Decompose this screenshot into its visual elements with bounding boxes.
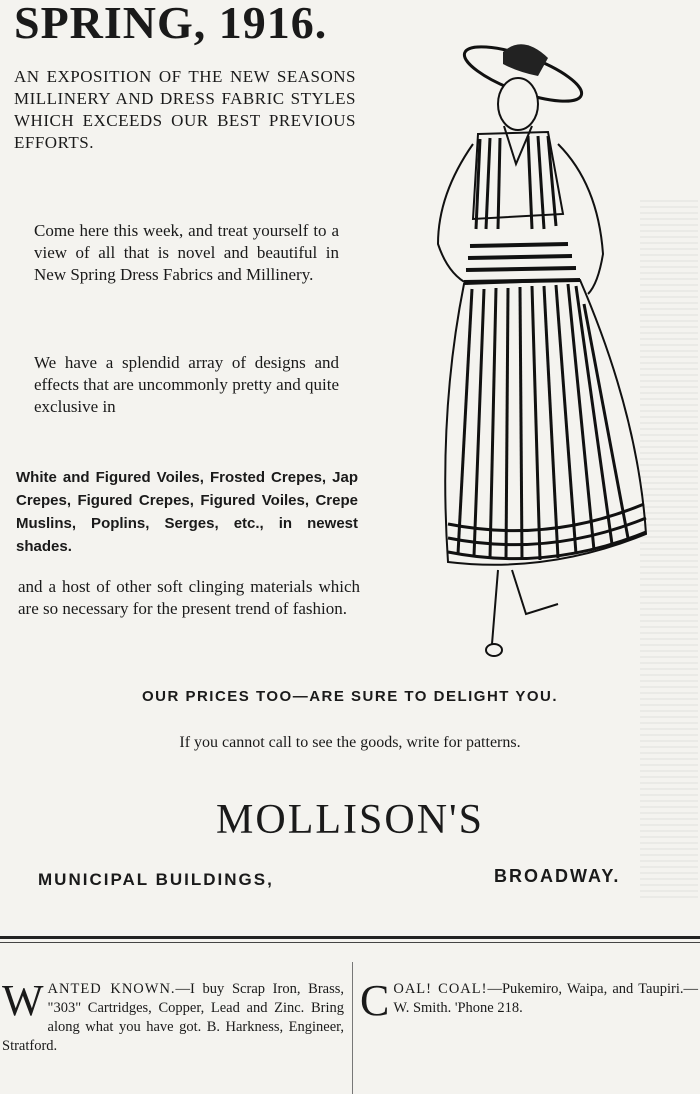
print-texture <box>640 200 698 900</box>
coal-dropcap: C <box>360 976 390 1025</box>
divider-rule <box>0 936 700 939</box>
prices-slogan: OUR PRICES TOO—ARE SURE TO DELIGHT YOU. <box>141 688 559 705</box>
host-materials-paragraph: and a host of other soft clinging materials which are so necessary for the present trend of fashion. <box>18 577 360 618</box>
column-divider <box>352 962 353 1094</box>
face <box>498 78 538 130</box>
come-here-paragraph: Come here this week, and treat yourself to a view of all that is novel and beautiful in New Spring Dress Fabrics and Millinery. <box>34 221 339 284</box>
intro-text: AN EXPOSITION OF THE NEW SEASONS MILLINERY AND DRESS FABRIC STYLES WHICH EXCEEDS OUR BEST PREVIOUS EFFORTS. <box>14 67 356 152</box>
page-title: SPRING, 1916. <box>14 0 328 48</box>
wanted-head: ANTED KNOWN. <box>47 981 176 997</box>
fabrics-list: White and Figured Voiles, Frosted Crepes, Jap Crepes, Figured Crepes, Figured Voiles, Crepe Muslins, Poplins, Serges, etc., in newest shades. <box>16 469 358 555</box>
wanted-dropcap: W <box>2 976 44 1025</box>
splendid-array-paragraph: We have a splendid array of designs and effects that are uncommonly pretty and quite exclusive in <box>34 353 339 416</box>
coal-ad <box>360 976 698 1025</box>
address-right: BROADWAY. <box>494 866 621 886</box>
hat-crown <box>503 44 548 76</box>
patterns-note: If you cannot call to see the goods, write for patterns. <box>179 734 521 751</box>
legs <box>492 570 558 644</box>
address-left: MUNICIPAL BUILDINGS, <box>38 870 274 889</box>
bodice-stripes <box>476 136 556 229</box>
coal-text: —Pukemiro, Waipa, and Taupiri.—W. Smith. 'Phone 218. <box>393 981 698 1016</box>
waist-band <box>464 244 580 282</box>
skirt-hem-bands <box>448 504 646 559</box>
coal-head: OAL! COAL! <box>393 981 488 997</box>
shoe <box>486 644 502 656</box>
store-name: MOLLISON'S <box>216 797 484 843</box>
divider-rule-thin <box>0 942 700 943</box>
wanted-text: —I buy Scrap Iron, Brass, "303" Cartridges, Copper, Lead and Zinc. Bring along what you have got. B. Harkness, Engineer, Stratford. <box>2 981 344 1054</box>
wanted-known-ad <box>2 976 344 1056</box>
